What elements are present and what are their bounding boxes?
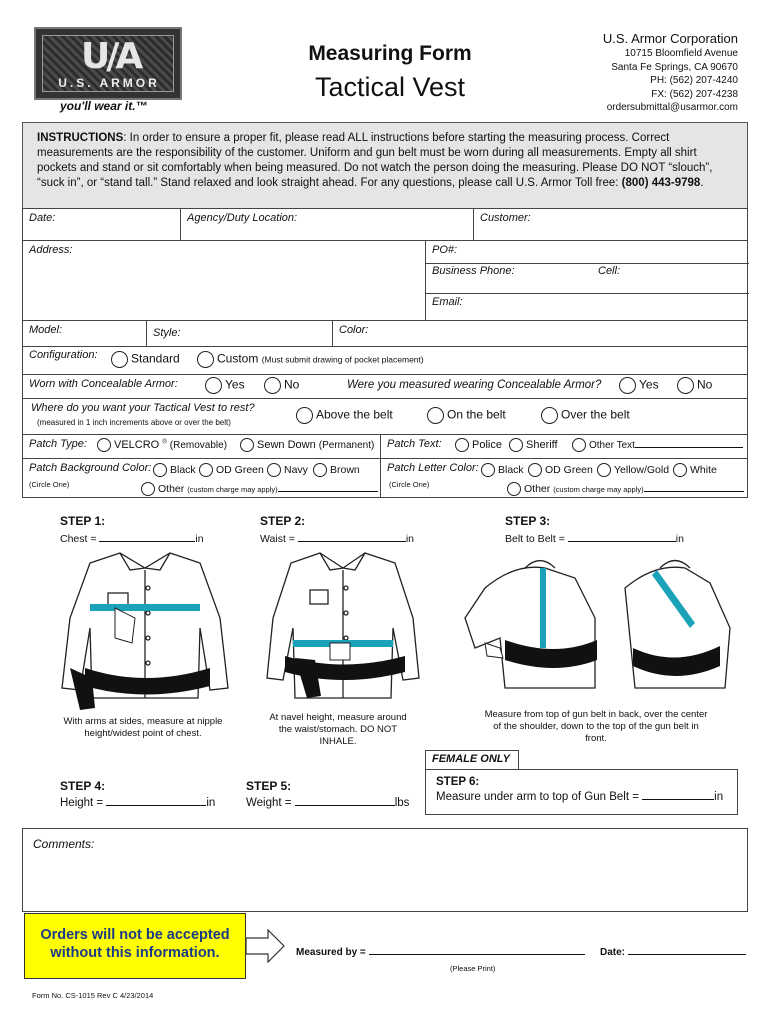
- letter-other-label: Other: [524, 483, 551, 495]
- armor2-no-label: No: [697, 377, 713, 392]
- bg-odgreen-label: OD Green: [216, 463, 264, 476]
- rest-note: (measured in 1 inch increments above or over the belt): [37, 418, 231, 427]
- rest-label: Where do you want your Tactical Vest to rest?: [31, 402, 255, 414]
- bg-odgreen-option[interactable]: [199, 463, 264, 477]
- rest-on-label: On the belt: [447, 407, 506, 422]
- comments-label: Comments:: [33, 837, 95, 851]
- radio-circle[interactable]: [197, 351, 214, 368]
- footer-date-label: Date:: [600, 947, 626, 958]
- config-standard-option[interactable]: [111, 351, 180, 368]
- step6-unit: in: [714, 791, 724, 803]
- bg-brown-option[interactable]: [313, 463, 360, 477]
- radio-circle[interactable]: [199, 463, 213, 477]
- comments-box[interactable]: [22, 828, 748, 912]
- footer-date-input[interactable]: [628, 945, 746, 955]
- patch-police-option[interactable]: [455, 438, 502, 452]
- step5-title: STEP 5:: [246, 779, 292, 793]
- patch-type-cell: [23, 435, 381, 458]
- row-patch-colors: [22, 458, 748, 498]
- step6-line: [436, 790, 727, 803]
- bg-black-option[interactable]: [153, 463, 196, 477]
- radio-circle[interactable]: [141, 482, 155, 496]
- row-configuration: [22, 346, 748, 374]
- footer-date-line: [600, 945, 746, 958]
- bg-other-note: (custom charge may apply): [187, 485, 278, 494]
- letter-white-option[interactable]: [673, 463, 717, 477]
- chest-measure-illustration: [50, 548, 240, 713]
- step4-title: STEP 4:: [60, 779, 106, 793]
- letter-odgreen-label: OD Green: [545, 463, 593, 476]
- tagline: you'll wear it.™: [60, 99, 148, 113]
- style-field[interactable]: Style:: [147, 321, 333, 346]
- step1-label: Chest =: [60, 533, 97, 545]
- bg-navy-label: Navy: [284, 463, 308, 476]
- row-rest: [22, 398, 748, 434]
- step4-line: [60, 796, 215, 809]
- bg-circle-one: (Circle One): [29, 480, 70, 489]
- armor2-yes-label: Yes: [639, 377, 659, 392]
- radio-circle[interactable]: [677, 377, 694, 394]
- rest-above-label: Above the belt: [316, 407, 393, 422]
- letter-other-line[interactable]: [644, 482, 744, 492]
- height-input[interactable]: [106, 796, 206, 806]
- divider: [426, 293, 749, 294]
- company-address2: Santa Fe Springs, CA 90670: [611, 61, 738, 73]
- letter-black-label: Black: [498, 463, 524, 476]
- patch-letter-label: Patch Letter Color:: [387, 462, 479, 474]
- radio-circle[interactable]: [541, 407, 558, 424]
- step6-label: Measure under arm to top of Gun Belt =: [436, 791, 639, 803]
- letter-odgreen-option[interactable]: [528, 463, 593, 477]
- waist-input[interactable]: [298, 532, 406, 542]
- company-fax: FX: (562) 207-4238: [651, 88, 738, 100]
- configuration-label: Configuration:: [29, 349, 98, 361]
- armor-measured-question: Were you measured wearing Concealable Armor?: [347, 379, 602, 391]
- rest-above-option[interactable]: [296, 407, 393, 424]
- please-print: (Please Print): [450, 964, 496, 973]
- row-date: [22, 208, 748, 240]
- logo: [34, 27, 182, 100]
- letter-yellowgold-option[interactable]: [597, 463, 669, 477]
- letter-other-option[interactable]: [507, 482, 744, 496]
- letter-yellowgold-label: Yellow/Gold: [614, 463, 670, 476]
- email-field[interactable]: Email:: [432, 296, 463, 308]
- step3-label: Belt to Belt =: [505, 533, 565, 545]
- radio-circle[interactable]: [267, 463, 281, 477]
- bg-other-option[interactable]: [141, 482, 378, 496]
- arrow-right-icon: [246, 929, 286, 963]
- armor2-no-option[interactable]: [677, 377, 712, 394]
- letter-other-note: (custom charge may apply): [553, 485, 644, 494]
- company-info: [603, 30, 738, 115]
- logo-mark: U/A: [81, 36, 140, 77]
- radio-circle[interactable]: [313, 463, 327, 477]
- bg-brown-label: Brown: [330, 463, 360, 476]
- step2-title: STEP 2:: [260, 514, 306, 528]
- row-model: [22, 320, 748, 346]
- patch-bg-cell: [23, 459, 381, 497]
- armor-yes-label: Yes: [225, 377, 245, 392]
- config-custom-label: Custom: [217, 351, 259, 366]
- instructions-text: : In order to ensure a proper fit, please read ALL instructions before starting the measuring process. Correct measurements are the responsibility of the customer. Uniform and gun belt must be worn during all measurements. Empty all shirt pockets and stand or sit comfortably when being measured. Do not watch the person doing the measuring. Please DO NOT “slouch”, “suck in”, or “stand tall.” Stand relaxed and look straight ahead. For any questions, please call U.S. Armor Toll free:: [37, 132, 713, 189]
- armor-yes-option[interactable]: [205, 377, 245, 394]
- po-field[interactable]: PO#:: [432, 244, 458, 256]
- armor2-yes-option[interactable]: [619, 377, 659, 394]
- step6-title: STEP 6:: [436, 776, 480, 788]
- radio-circle[interactable]: [507, 482, 521, 496]
- config-standard-label: Standard: [131, 351, 180, 366]
- customer-field[interactable]: Customer:: [480, 212, 531, 224]
- step3-title: STEP 3:: [505, 514, 551, 528]
- divider: [426, 263, 749, 264]
- step6-box: [425, 769, 738, 815]
- patch-sewn-label: Sewn Down: [257, 438, 316, 451]
- belt-to-belt-illustration: [445, 548, 745, 713]
- cell-field[interactable]: Cell:: [598, 265, 621, 277]
- form-subtitle: Tactical Vest: [314, 72, 466, 102]
- patch-sheriff-label: Sheriff: [526, 438, 558, 451]
- instructions-phone: (800) 443-9798: [621, 177, 701, 189]
- patch-other-text-option[interactable]: [572, 438, 743, 452]
- step1-unit: in: [195, 533, 204, 545]
- company-address1: 10715 Bloomfield Avenue: [624, 48, 738, 59]
- armor-no-label: No: [284, 377, 300, 392]
- date-field[interactable]: Date:: [23, 209, 181, 240]
- patch-bg-label: Patch Background Color:: [29, 462, 152, 474]
- letter-white-label: White: [690, 463, 717, 476]
- patch-other-text-label: Other Text: [589, 440, 635, 451]
- bg-other-label: Other: [158, 483, 185, 495]
- radio-circle[interactable]: [264, 377, 281, 394]
- step1-title: STEP 1:: [60, 514, 106, 528]
- step3-caption: Measure from top of gun belt in back, over the center of the shoulder, down to the top of the gun belt in front.: [484, 709, 708, 744]
- company-phone: PH: (562) 207-4240: [650, 75, 738, 86]
- step3-unit: in: [675, 533, 684, 545]
- step5-unit: lbs: [394, 797, 410, 809]
- step5-line: [246, 796, 409, 809]
- agency-field[interactable]: Agency/Duty Location:: [181, 209, 474, 240]
- armor-label: Worn with Concealable Armor:: [29, 378, 178, 390]
- measured-by-label: Measured by =: [296, 947, 366, 958]
- letter-circle-one: (Circle One): [389, 480, 430, 489]
- logo-plate: [42, 35, 174, 92]
- measured-by-input[interactable]: [369, 945, 585, 955]
- radio-circle[interactable]: [427, 407, 444, 424]
- patch-police-label: Police: [472, 438, 502, 451]
- config-custom-option[interactable]: [197, 351, 424, 368]
- rest-over-option[interactable]: [541, 407, 630, 424]
- rest-over-label: Over the belt: [561, 407, 630, 422]
- contact-block: [426, 241, 749, 321]
- radio-circle[interactable]: [97, 438, 111, 452]
- step2-caption: At navel height, measure around the waist/stomach. DO NOT INHALE.: [269, 712, 407, 747]
- radio-circle[interactable]: [528, 463, 542, 477]
- instructions-label: INSTRUCTIONS: [37, 132, 124, 144]
- letter-black-option[interactable]: [481, 463, 524, 477]
- radio-circle[interactable]: [572, 438, 586, 452]
- step1-caption: With arms at sides, measure at nipple height/widest point of chest.: [63, 716, 223, 739]
- model-field[interactable]: Model:: [23, 321, 147, 346]
- radio-circle[interactable]: [153, 463, 167, 477]
- step4-label: Height =: [60, 797, 104, 809]
- patch-other-text-line[interactable]: [635, 438, 743, 448]
- step5-label: Weight =: [246, 797, 292, 809]
- radio-circle[interactable]: [509, 438, 523, 452]
- radio-circle[interactable]: [673, 463, 687, 477]
- bg-navy-option[interactable]: [267, 463, 308, 477]
- step2-line: [260, 532, 414, 545]
- step4-unit: in: [206, 797, 216, 809]
- bg-black-label: Black: [170, 463, 196, 476]
- radio-circle[interactable]: [205, 377, 222, 394]
- config-custom-note: (Must submit drawing of pocket placement): [261, 354, 424, 365]
- patch-sheriff-option[interactable]: [509, 438, 558, 452]
- row-patch-type: [22, 434, 748, 458]
- radio-circle[interactable]: [481, 463, 495, 477]
- color-field[interactable]: Color:: [339, 324, 369, 336]
- radio-circle[interactable]: [597, 463, 611, 477]
- company-email: ordersubmittal@usarmor.com: [606, 102, 738, 113]
- patch-velcro-label: VELCRO: [114, 438, 160, 451]
- step1-line: [60, 532, 204, 545]
- belt-to-belt-input[interactable]: [568, 532, 676, 542]
- chest-input[interactable]: [99, 532, 195, 542]
- measured-by-line: [296, 945, 585, 958]
- reg-mark: ®: [162, 439, 167, 446]
- radio-circle[interactable]: [296, 407, 313, 424]
- company-name: U.S. Armor Corporation: [602, 31, 738, 46]
- female-only-tab: FEMALE ONLY: [425, 750, 519, 769]
- row-armor: [22, 374, 748, 398]
- logo-text: U.S. ARMOR: [58, 76, 160, 90]
- patch-type-label: Patch Type:: [29, 438, 87, 450]
- step3-line: [505, 532, 684, 545]
- radio-circle[interactable]: [111, 351, 128, 368]
- underarm-input[interactable]: [642, 790, 714, 800]
- form-title: Measuring Form: [308, 42, 472, 65]
- patch-velcro-note: (Removable): [169, 439, 228, 451]
- step2-unit: in: [405, 533, 415, 545]
- radio-circle[interactable]: [455, 438, 469, 452]
- business-phone-field[interactable]: Business Phone:: [432, 265, 515, 277]
- row-address: [22, 240, 748, 320]
- instructions-box: [22, 122, 748, 208]
- form-number: Form No. CS-1015 Rev C 4/23/2014: [32, 991, 154, 1000]
- orders-notice: Orders will not be accepted without this information.: [24, 913, 246, 979]
- patch-sewn-option[interactable]: [240, 438, 374, 452]
- address-field[interactable]: Address:: [23, 241, 426, 320]
- rest-on-option[interactable]: [427, 407, 506, 424]
- step2-label: Waist =: [260, 533, 295, 545]
- bg-other-line[interactable]: [278, 482, 378, 492]
- armor-no-option[interactable]: [264, 377, 299, 394]
- instructions-end: .: [700, 177, 704, 189]
- patch-velcro-option[interactable]: [97, 438, 227, 452]
- patch-text-label: Patch Text:: [387, 438, 442, 450]
- radio-circle[interactable]: [240, 438, 254, 452]
- patch-sewn-note: (Permanent): [318, 439, 375, 451]
- weight-input[interactable]: [295, 796, 395, 806]
- waist-measure-illustration: [255, 548, 430, 713]
- radio-circle[interactable]: [619, 377, 636, 394]
